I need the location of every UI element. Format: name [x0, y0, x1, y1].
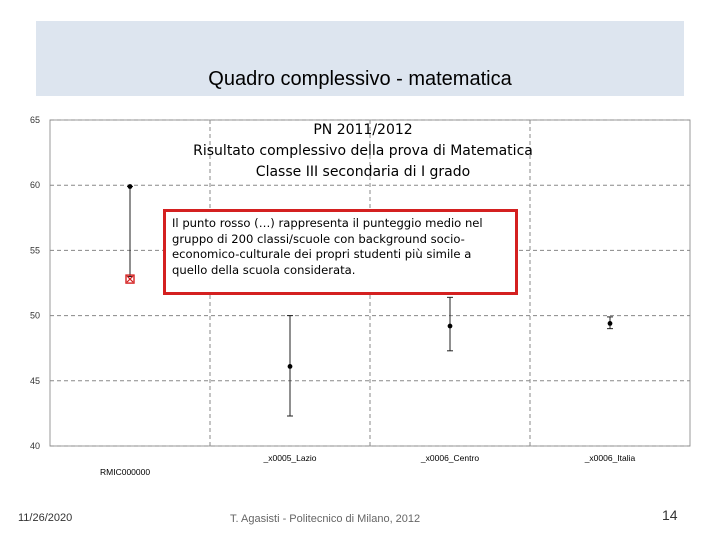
x-tick-label: _x0006_Centro	[420, 453, 480, 463]
page-number: 14	[662, 507, 678, 523]
slide-title: Quadro complessivo - matematica	[208, 68, 512, 90]
y-tick-label: 60	[29, 180, 40, 191]
x-tick-label: _x0005_Lazio	[263, 453, 317, 463]
footer-date: 11/26/2020	[18, 512, 73, 524]
x-tick-label: RMIC000000	[100, 467, 151, 477]
y-tick-label: 65	[29, 115, 40, 125]
data-point	[448, 324, 453, 329]
y-tick-label: 55	[29, 245, 40, 256]
annotation-text: Il punto rosso (…) rappresenta il punteggio medio nel gruppo di 200 classi/scuole con background socio-economico-culturale dei propri studenti più simile a quello della scuola considerata.	[172, 216, 483, 277]
y-tick-label: 50	[29, 310, 40, 321]
annotation-box	[163, 209, 518, 295]
chart-title-line: Risultato complessivo della prova di Matematica	[193, 143, 533, 159]
data-point	[608, 321, 613, 326]
y-tick-label: 40	[29, 441, 40, 451]
chart-title-line: Classe III secondaria di I grado	[255, 164, 471, 180]
data-point	[128, 184, 133, 189]
chart-title-line: PN 2011/2012	[313, 122, 413, 138]
y-tick-label: 45	[29, 375, 40, 386]
data-point	[288, 364, 293, 369]
x-tick-label: _x0006_Italia	[584, 453, 636, 463]
footer-credit: T. Agasisti - Politecnico di Milano, 2012	[230, 513, 421, 525]
